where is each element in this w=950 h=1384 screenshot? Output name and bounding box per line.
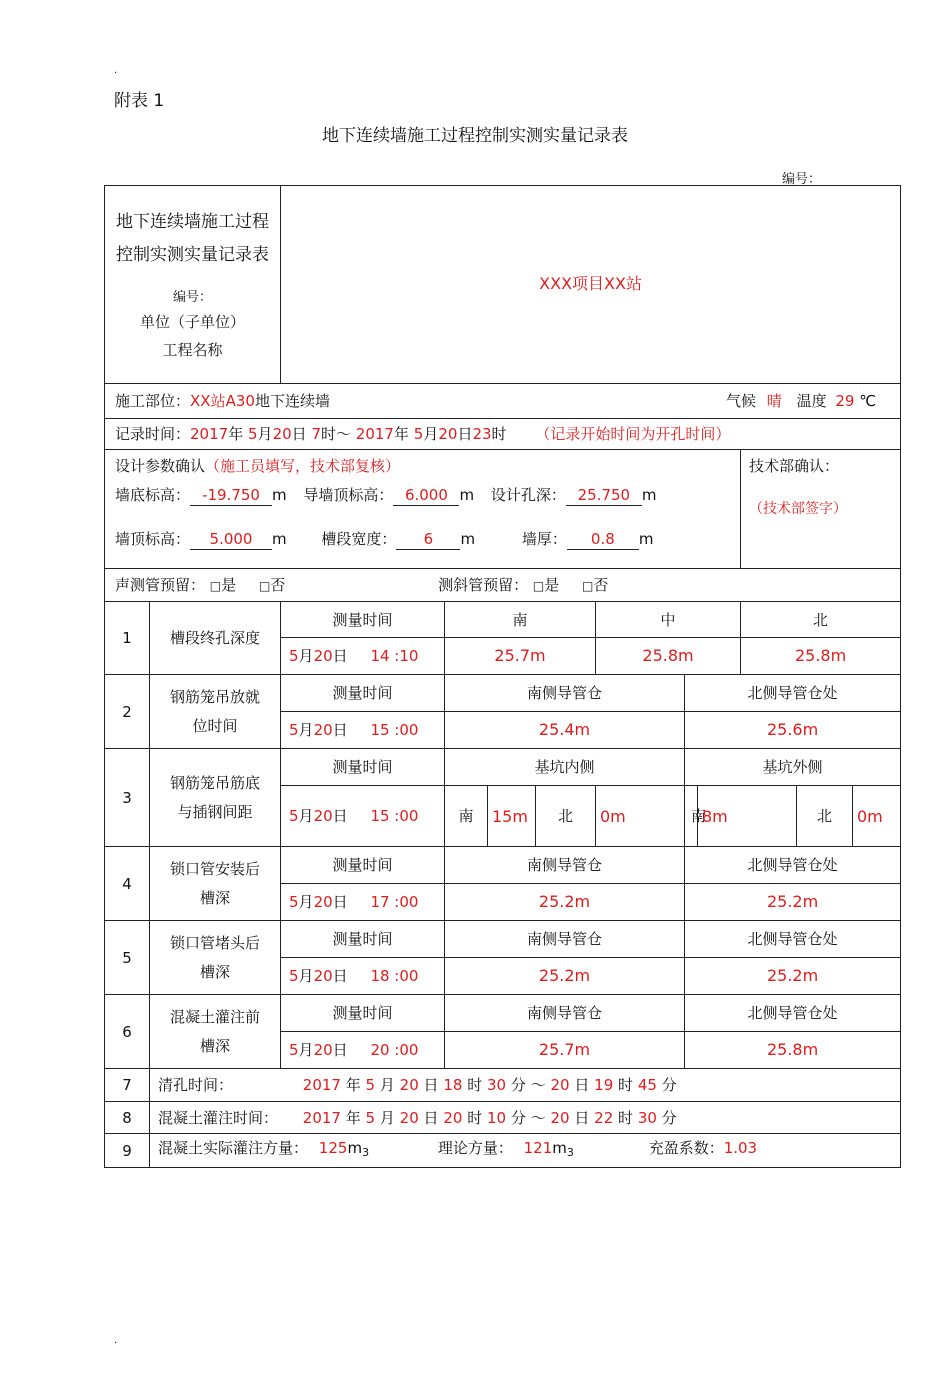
end-minute: 30 xyxy=(637,1108,657,1127)
month: 5 xyxy=(365,1076,376,1094)
minute-unit: 分 xyxy=(661,1108,677,1127)
day-unit: 日 xyxy=(423,1076,439,1094)
sonic-yes-checkbox[interactable]: □ xyxy=(209,578,222,593)
sonic-yes-label: 是 xyxy=(221,575,237,594)
item-name: 槽段终孔深度 xyxy=(150,602,281,675)
year-unit: 年 xyxy=(393,425,409,443)
record-time-row xyxy=(105,419,901,450)
pit-outer-header: 基坑外侧 xyxy=(685,749,901,786)
slope-no-checkbox[interactable]: □ xyxy=(582,578,594,593)
concrete-pour-label: 混凝土灌注时间： xyxy=(158,1108,279,1127)
thickness-value: 0.8 xyxy=(567,529,639,550)
month-unit: 月 xyxy=(298,721,314,739)
end-hour: 22 xyxy=(594,1108,614,1127)
table-row xyxy=(105,921,901,958)
month-unit: 月 xyxy=(379,1076,395,1094)
temp-label: 温度 xyxy=(796,392,827,410)
month-unit: 月 xyxy=(379,1108,395,1127)
clear-hole-time xyxy=(150,1069,901,1102)
pipes-row xyxy=(105,569,901,602)
design-cell xyxy=(105,450,741,569)
project-name-label: 工程名称 xyxy=(162,340,223,359)
day-unit: 日 xyxy=(332,807,348,825)
range-tilde: ～ xyxy=(530,1108,546,1127)
clock: 18 :00 xyxy=(370,967,419,985)
time-header: 测量时间 xyxy=(281,602,445,638)
day: 20 xyxy=(313,893,333,911)
middle-value: 25.8m xyxy=(596,638,741,675)
row-number: 9 xyxy=(105,1134,150,1168)
measure-time xyxy=(281,884,445,921)
row-number: 3 xyxy=(105,749,150,847)
record-time-cell xyxy=(105,419,901,450)
clock: 15 :00 xyxy=(370,807,419,825)
south-pipe-header: 南侧导管仓 xyxy=(445,995,685,1032)
month: 5 xyxy=(289,647,299,665)
year: 2017 xyxy=(302,1076,341,1094)
month-unit: 月 xyxy=(298,967,314,985)
sonic-no-label: 否 xyxy=(270,575,286,594)
slope-no-label: 否 xyxy=(593,575,609,594)
weather-label: 气候 xyxy=(726,392,757,410)
unit-m: m xyxy=(272,530,287,548)
year-unit: 年 xyxy=(345,1076,361,1094)
month-unit: 月 xyxy=(298,1041,314,1059)
unit-label: 单位（子单位） xyxy=(139,312,245,331)
fill-factor-label: 充盈系数： xyxy=(648,1139,724,1157)
hole-depth-label: 设计孔深： xyxy=(490,486,566,504)
inner-south-label: 南 xyxy=(445,786,488,847)
minute-unit: 分 xyxy=(661,1076,677,1094)
day-unit: 日 xyxy=(332,1041,348,1059)
day-unit: 日 xyxy=(574,1108,590,1127)
measure-time xyxy=(281,786,445,847)
month-unit: 月 xyxy=(298,647,314,665)
table-row xyxy=(105,847,901,884)
unit-m: m xyxy=(272,486,287,504)
fill-factor: 1.03 xyxy=(723,1139,758,1157)
unit-m: m xyxy=(459,486,475,504)
north-pipe-header: 北侧导管仓处 xyxy=(685,921,901,958)
annex-label: 附表 1 xyxy=(114,91,165,111)
month: 5 xyxy=(289,721,299,739)
range-tilde: ～ xyxy=(530,1076,546,1094)
day-unit: 日 xyxy=(574,1076,590,1094)
month: 5 xyxy=(365,1108,376,1127)
table-row xyxy=(105,995,901,1032)
measure-time xyxy=(281,712,445,749)
day-unit: 日 xyxy=(332,647,348,665)
day: 20 xyxy=(313,721,333,739)
form-number-label: 编号： xyxy=(172,289,212,305)
volume-unit-exponent: 3 xyxy=(362,1146,370,1159)
wall-bottom-value: -19.750 xyxy=(190,485,272,506)
pipes-cell xyxy=(105,569,901,602)
hour-unit: 时～ xyxy=(321,425,352,443)
year: 2017 xyxy=(302,1108,341,1127)
month: 5 xyxy=(289,807,299,825)
north-pipe-value: 25.2m xyxy=(685,958,901,995)
time-header: 测量时间 xyxy=(281,749,445,786)
south-pipe-value: 25.4m xyxy=(445,712,685,749)
start-day: 20 xyxy=(399,1076,419,1094)
clock: 14 :10 xyxy=(370,647,419,665)
month-unit: 月 xyxy=(298,893,314,911)
day-unit: 日 xyxy=(332,893,348,911)
north-header: 北 xyxy=(741,602,901,638)
month-unit: 月 xyxy=(423,425,439,443)
row-number: 8 xyxy=(105,1102,150,1134)
north-pipe-value: 25.8m xyxy=(685,1032,901,1069)
end-year: 2017 xyxy=(355,425,394,443)
time-header: 测量时间 xyxy=(281,675,445,712)
item-name: 钢筋笼吊放就位时间 xyxy=(150,675,281,749)
day-unit: 日 xyxy=(332,967,348,985)
end-minute: 45 xyxy=(637,1076,657,1094)
time-header: 测量时间 xyxy=(281,921,445,958)
site-station: XX站 xyxy=(190,392,226,410)
south-pipe-value: 25.2m xyxy=(445,958,685,995)
hour-unit: 时 xyxy=(467,1108,483,1127)
volume-unit: m xyxy=(552,1139,567,1157)
south-pipe-value: 25.7m xyxy=(445,1032,685,1069)
hour-unit: 时 xyxy=(618,1076,634,1094)
record-time-label: 记录时间： xyxy=(115,425,191,443)
tech-confirm-cell xyxy=(741,450,901,569)
record-time-note: （记录开始时间为开孔时间） xyxy=(535,425,731,443)
site-cell xyxy=(105,384,901,419)
day-unit: 日 xyxy=(457,425,473,443)
concrete-volume xyxy=(150,1134,901,1168)
width-label: 槽段宽度： xyxy=(321,530,397,548)
row-number: 5 xyxy=(105,921,150,995)
middle-header: 中 xyxy=(596,602,741,638)
wall-bottom-label: 墙底标高： xyxy=(115,486,191,504)
sonic-no-checkbox[interactable]: □ xyxy=(258,578,271,593)
north-pipe-value: 25.2m xyxy=(685,884,901,921)
header-left-cell xyxy=(105,186,281,384)
concrete-pour-time xyxy=(150,1102,901,1134)
slope-yes-label: 是 xyxy=(544,575,560,594)
measure-time xyxy=(281,1032,445,1069)
outer-north-label: 北 xyxy=(797,786,853,847)
item-name: 钢筋笼吊筋底与插钢间距 xyxy=(150,749,281,847)
start-hour: 18 xyxy=(443,1076,463,1094)
slope-yes-checkbox[interactable]: □ xyxy=(532,578,545,593)
project-name: XXX项目XX站 xyxy=(281,186,901,384)
start-hour: 7 xyxy=(311,425,321,443)
site-segment: A30 xyxy=(225,392,255,410)
day: 20 xyxy=(313,1041,333,1059)
start-month: 5 xyxy=(248,425,258,443)
tech-confirm-label: 技术部确认： xyxy=(749,457,840,475)
minute-unit: 分 xyxy=(510,1076,526,1094)
start-hour: 20 xyxy=(443,1108,463,1127)
month: 5 xyxy=(289,1041,299,1059)
south-pipe-header: 南侧导管仓 xyxy=(445,675,685,712)
temp-value: 29 xyxy=(835,392,855,410)
measure-time xyxy=(281,638,445,675)
volume-unit: m xyxy=(347,1139,363,1157)
record-table xyxy=(104,185,901,1168)
south-pipe-header: 南侧导管仓 xyxy=(445,921,685,958)
volume-unit-exponent: 3 xyxy=(566,1146,574,1159)
day-unit: 日 xyxy=(423,1108,439,1127)
form-title: 地下连续墙施工过程控制实测实量记录表 xyxy=(116,211,269,265)
width-value: 6 xyxy=(396,529,460,550)
end-hour: 23 xyxy=(472,425,492,443)
start-day: 20 xyxy=(272,425,292,443)
table-row xyxy=(105,1069,901,1102)
outer-south-value: 8m xyxy=(698,786,797,847)
outer-south-label: 南 xyxy=(685,786,698,847)
north-value: 25.8m xyxy=(741,638,901,675)
time-header: 测量时间 xyxy=(281,995,445,1032)
end-hour-unit: 时 xyxy=(491,425,507,443)
temp-unit: ℃ xyxy=(859,392,877,410)
sonic-pipe-label: 声测管预留： xyxy=(115,575,206,594)
actual-volume: 125 xyxy=(318,1139,348,1157)
clock: 15 :00 xyxy=(370,721,419,739)
day-unit: 日 xyxy=(332,721,348,739)
end-hour: 19 xyxy=(594,1076,614,1094)
inner-north-value: 0m xyxy=(596,786,685,847)
north-pipe-header: 北侧导管仓处 xyxy=(685,995,901,1032)
guide-top-value: 6.000 xyxy=(393,485,459,506)
start-year: 2017 xyxy=(190,425,229,443)
end-day: 20 xyxy=(550,1076,570,1094)
day: 20 xyxy=(313,967,333,985)
month-unit: 月 xyxy=(298,807,314,825)
south-header: 南 xyxy=(445,602,596,638)
page-mark-bottom: . xyxy=(114,1335,118,1346)
month: 5 xyxy=(289,893,299,911)
wall-top-label: 墙顶标高： xyxy=(115,530,191,548)
south-pipe-header: 南侧导管仓 xyxy=(445,847,685,884)
day: 20 xyxy=(313,807,333,825)
row-number: 6 xyxy=(105,995,150,1069)
measure-time xyxy=(281,958,445,995)
pit-inner-header: 基坑内侧 xyxy=(445,749,685,786)
end-day: 20 xyxy=(550,1108,570,1127)
row-number: 7 xyxy=(105,1069,150,1102)
table-row xyxy=(105,675,901,712)
item-name: 锁口管堵头后槽深 xyxy=(150,921,281,995)
page-mark-top: . xyxy=(114,65,118,76)
theory-volume: 121 xyxy=(523,1139,553,1157)
clear-hole-label: 清孔时间： xyxy=(158,1076,234,1094)
wall-top-value: 5.000 xyxy=(190,529,272,550)
design-row xyxy=(105,450,901,569)
inner-south-value: 15m xyxy=(488,786,536,847)
clock: 17 :00 xyxy=(370,893,419,911)
day-unit: 日 xyxy=(291,425,307,443)
year-unit: 年 xyxy=(345,1108,361,1127)
end-day: 20 xyxy=(438,425,458,443)
unit-m: m xyxy=(638,530,654,548)
month-unit: 月 xyxy=(257,425,273,443)
number-label: 编号： xyxy=(782,172,822,187)
row-number: 4 xyxy=(105,847,150,921)
outer-north-value: 0m xyxy=(853,786,901,847)
actual-volume-label: 混凝土实际灌注方量： xyxy=(158,1139,309,1157)
time-header: 测量时间 xyxy=(281,847,445,884)
minute-unit: 分 xyxy=(510,1108,526,1127)
slope-pipe-label: 测斜管预留： xyxy=(438,575,529,594)
table-row xyxy=(105,602,901,638)
guide-top-label: 导墙顶标高： xyxy=(303,486,394,504)
table-row xyxy=(105,749,901,786)
start-minute: 30 xyxy=(487,1076,507,1094)
hour-unit: 时 xyxy=(618,1108,634,1127)
unit-m: m xyxy=(460,530,476,548)
year-unit: 年 xyxy=(228,425,244,443)
clock: 20 :00 xyxy=(370,1041,419,1059)
inner-north-label: 北 xyxy=(536,786,596,847)
end-month: 5 xyxy=(413,425,424,443)
design-label: 设计参数确认 xyxy=(115,457,206,475)
day: 20 xyxy=(313,647,333,665)
start-day: 20 xyxy=(399,1108,419,1127)
design-note: （施工员填写，技术部复核） xyxy=(205,457,401,475)
table-row xyxy=(105,1102,901,1134)
hole-depth-value: 25.750 xyxy=(566,485,642,506)
month: 5 xyxy=(289,967,299,985)
row-number: 1 xyxy=(105,602,150,675)
header-row xyxy=(105,186,901,384)
start-minute: 10 xyxy=(487,1108,507,1127)
tech-sign-note: （技术部签字） xyxy=(749,501,847,517)
weather-value: 晴 xyxy=(766,392,782,410)
north-pipe-value: 25.6m xyxy=(685,712,901,749)
south-value: 25.7m xyxy=(445,638,596,675)
table-row xyxy=(105,1134,901,1168)
theory-volume-label: 理论方量： xyxy=(437,1139,513,1157)
north-pipe-header: 北侧导管仓处 xyxy=(685,847,901,884)
north-pipe-header: 北侧导管仓处 xyxy=(685,675,901,712)
row-number: 2 xyxy=(105,675,150,749)
site-row xyxy=(105,384,901,419)
thickness-label: 墙厚： xyxy=(521,530,567,548)
hour-unit: 时 xyxy=(467,1076,483,1094)
unit-m: m xyxy=(641,486,657,504)
item-name: 混凝土灌注前槽深 xyxy=(150,995,281,1069)
item-name: 锁口管安装后槽深 xyxy=(150,847,281,921)
document-title: 地下连续墙施工过程控制实测实量记录表 xyxy=(322,126,628,146)
site-label: 施工部位： xyxy=(115,392,191,410)
south-pipe-value: 25.2m xyxy=(445,884,685,921)
site-suffix: 地下连续墙 xyxy=(254,392,330,410)
